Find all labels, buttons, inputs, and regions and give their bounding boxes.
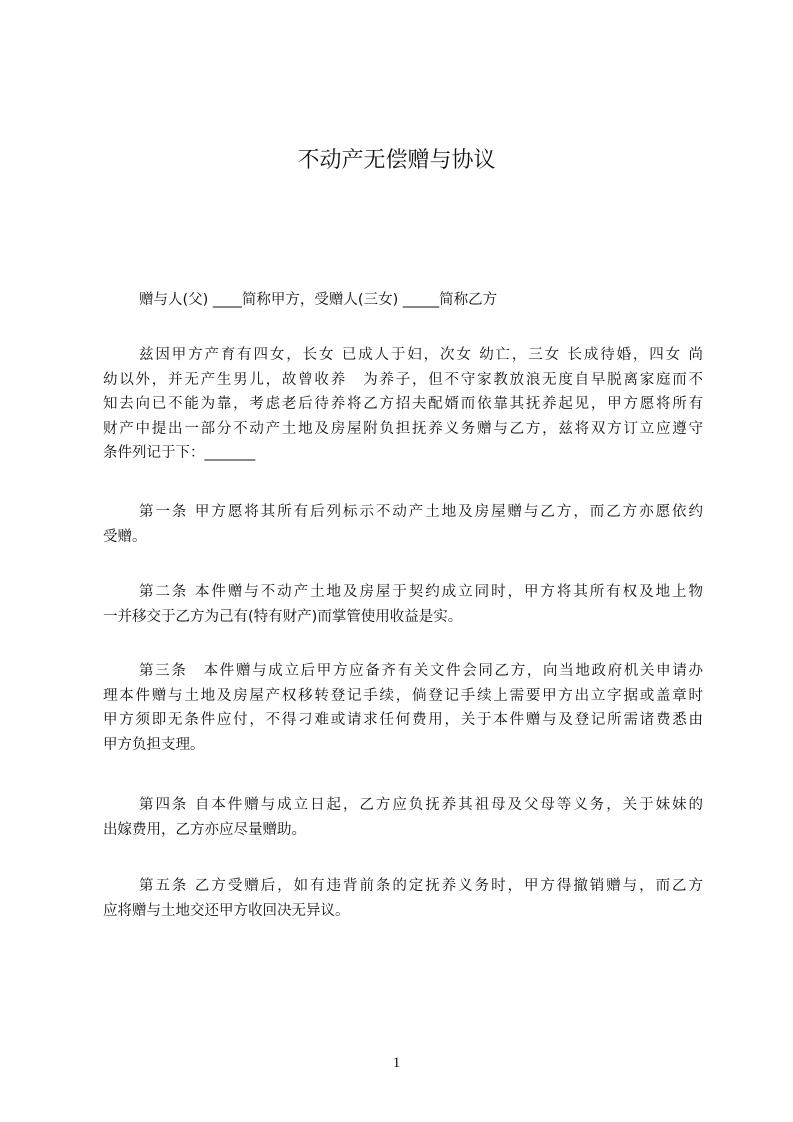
preamble-line: 知去向已不能为靠，考虑老后待养将乙方招夫配婿而依靠其抚养起见，甲方愿将所有 <box>103 396 703 413</box>
article-line: 第五条 乙方受赠后，如有违背前条的定抚养义务时，甲方得撤销赠与，而乙方 <box>139 878 703 894</box>
article-4 <box>103 793 703 842</box>
page-number: 1 <box>392 1055 401 1071</box>
preamble-line: 条件列记于下：_______ <box>103 445 256 462</box>
document-title: 不动产无偿赠与协议 <box>297 148 496 173</box>
article-line: 第一条 甲方愿将其所有后列标示不动产土地及房屋赠与乙方，而乙方亦愿依约 <box>139 504 703 520</box>
article-line: 第三条 本件赠与成立后甲方应备齐有关文件会同乙方，向当地政府机关申请办 <box>139 663 703 679</box>
article-line: 受赠。 <box>103 528 147 545</box>
preamble-paragraph <box>103 343 703 466</box>
article-1 <box>103 500 703 549</box>
article-2 <box>103 580 703 629</box>
article-line: 甲方须即无条件应付，不得刁难或请求任何费用，关于本件赠与及登记所需诸费悉由 <box>103 712 703 729</box>
preamble-line: 财产中提出一部分不动产土地及房屋附负担抚养义务赠与乙方，兹将双方订立应遵守 <box>103 420 703 437</box>
preamble-line: 幼以外，并无产生男儿，故曾收养 为养子，但不守家教放浪无度自早脱离家庭而不 <box>103 371 703 388</box>
article-line: 出嫁费用，乙方亦应尽量赠助。 <box>103 821 306 838</box>
article-line: 第四条 自本件赠与成立日起，乙方应负抚养其祖母及父母等义务，关于妹妹的 <box>139 797 703 813</box>
parties-paragraph <box>103 288 703 313</box>
article-3 <box>103 659 703 757</box>
article-line: 一并移交于乙方为己有(特有财产)而掌管使用收益是实。 <box>103 608 463 625</box>
preamble-line: 兹因甲方产育有四女，长女 已成人于妇，次女 幼亡，三女 长成待婚，四女 尚 <box>139 347 703 363</box>
article-line: 理本件赠与土地及房屋产权移转登记手续，倘登记手续上需要甲方出立字据或盖章时 <box>103 687 703 704</box>
article-5 <box>103 874 703 923</box>
article-line: 第二条 本件赠与不动产土地及房屋于契约成立同时，甲方将其所有权及地上物 <box>139 584 703 600</box>
article-line: 甲方负担支理。 <box>103 736 205 753</box>
parties-line: 赠与人(父) ____简称甲方，受赠人(三女) _____简称乙方 <box>139 292 498 308</box>
article-line: 应将赠与土地交还甲方收回决无异议。 <box>103 902 350 919</box>
